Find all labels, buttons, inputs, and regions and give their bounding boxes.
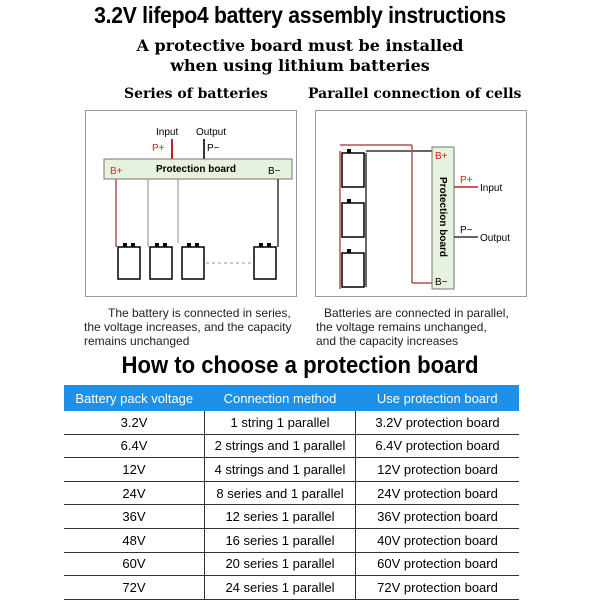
parallel-caption [316,306,509,348]
series-p-plus: P+ [152,143,165,154]
series-output-label: Output [196,127,227,138]
series-b-minus: B− [268,166,281,177]
table-cell: 60V [64,552,205,576]
table-cell: 12 series 1 parallel [205,505,356,529]
parallel-b-plus: B+ [435,151,448,162]
series-diagram [86,111,296,296]
table-row [64,528,519,552]
table-cell: 36V protection board [356,505,520,529]
table-cell: 6.4V protection board [356,434,520,458]
parallel-cell [342,249,364,287]
table-cell: 24V protection board [356,481,520,505]
series-section-label: Series of batteries [124,86,268,102]
parallel-b-minus: B− [435,277,448,288]
table-cell: 8 series and 1 parallel [205,481,356,505]
series-cell [118,243,140,279]
table-cell: 40V protection board [356,528,520,552]
series-cell [182,243,204,279]
parallel-p-plus: P+ [460,175,473,186]
table-cell: 36V [64,505,205,529]
table-cell: 3.2V protection board [356,411,520,434]
series-b-plus: B+ [110,166,123,177]
table-row [64,481,519,505]
table-cell: 24V [64,481,205,505]
parallel-section-label: Parallel connection of cells [308,86,522,102]
subtitle-line-2: when using lithium batteries [170,56,430,75]
page-title: 3.2V lifepo4 battery assembly instructions [94,2,506,28]
table-row [64,552,519,576]
caption-line: Batteries are connected in parallel, [324,306,509,320]
series-input-label: Input [156,127,179,138]
caption-line: the voltage increases, and the capacity [84,320,292,334]
series-p-minus: P− [207,143,220,154]
caption-line: The battery is connected in series, [108,306,291,320]
caption-line: and the capacity increases [316,334,459,348]
table-cell: 1 string 1 parallel [205,411,356,434]
series-caption [84,306,291,348]
table-row [64,458,519,482]
column-header: Battery pack voltage [64,385,205,411]
table-cell: 2 strings and 1 parallel [205,434,356,458]
parallel-p-minus: P− [460,225,473,236]
table-cell: 12V protection board [356,458,520,482]
series-cell [150,243,172,279]
caption-line: remains unchanged [84,334,190,348]
table-row [64,576,519,600]
series-diagram-panel [85,110,297,297]
table-cell: 4 strings and 1 parallel [205,458,356,482]
table-cell: 72V protection board [356,576,520,600]
subtitle [0,36,600,76]
parallel-cell [342,199,364,237]
table-row [64,411,519,434]
table-cell: 3.2V [64,411,205,434]
parallel-output-label: Output [480,233,511,244]
parallel-cell [342,149,364,187]
table-cell: 24 series 1 parallel [205,576,356,600]
parallel-board-label: Protection board [437,177,448,258]
table-cell: 60V protection board [356,552,520,576]
table-cell: 6.4V [64,434,205,458]
parallel-diagram [316,111,526,296]
series-cell [254,243,276,279]
caption-line: the voltage remains unchanged, [316,320,487,334]
table-cell: 48V [64,528,205,552]
protection-board-table [64,385,519,600]
parallel-diagram-panel [315,110,527,297]
table-cell: 12V [64,458,205,482]
subtitle-line-1: A protective board must be installed [136,36,464,55]
table-cell: 16 series 1 parallel [205,528,356,552]
table-row [64,434,519,458]
series-board-label: Protection board [155,164,237,175]
table-row [64,505,519,529]
column-header: Use protection board [356,385,520,411]
table-header-row [64,385,519,411]
table-title: How to choose a protection board [121,352,479,379]
column-header: Connection method [205,385,356,411]
parallel-input-label: Input [480,183,503,194]
table-cell: 20 series 1 parallel [205,552,356,576]
table-cell: 72V [64,576,205,600]
